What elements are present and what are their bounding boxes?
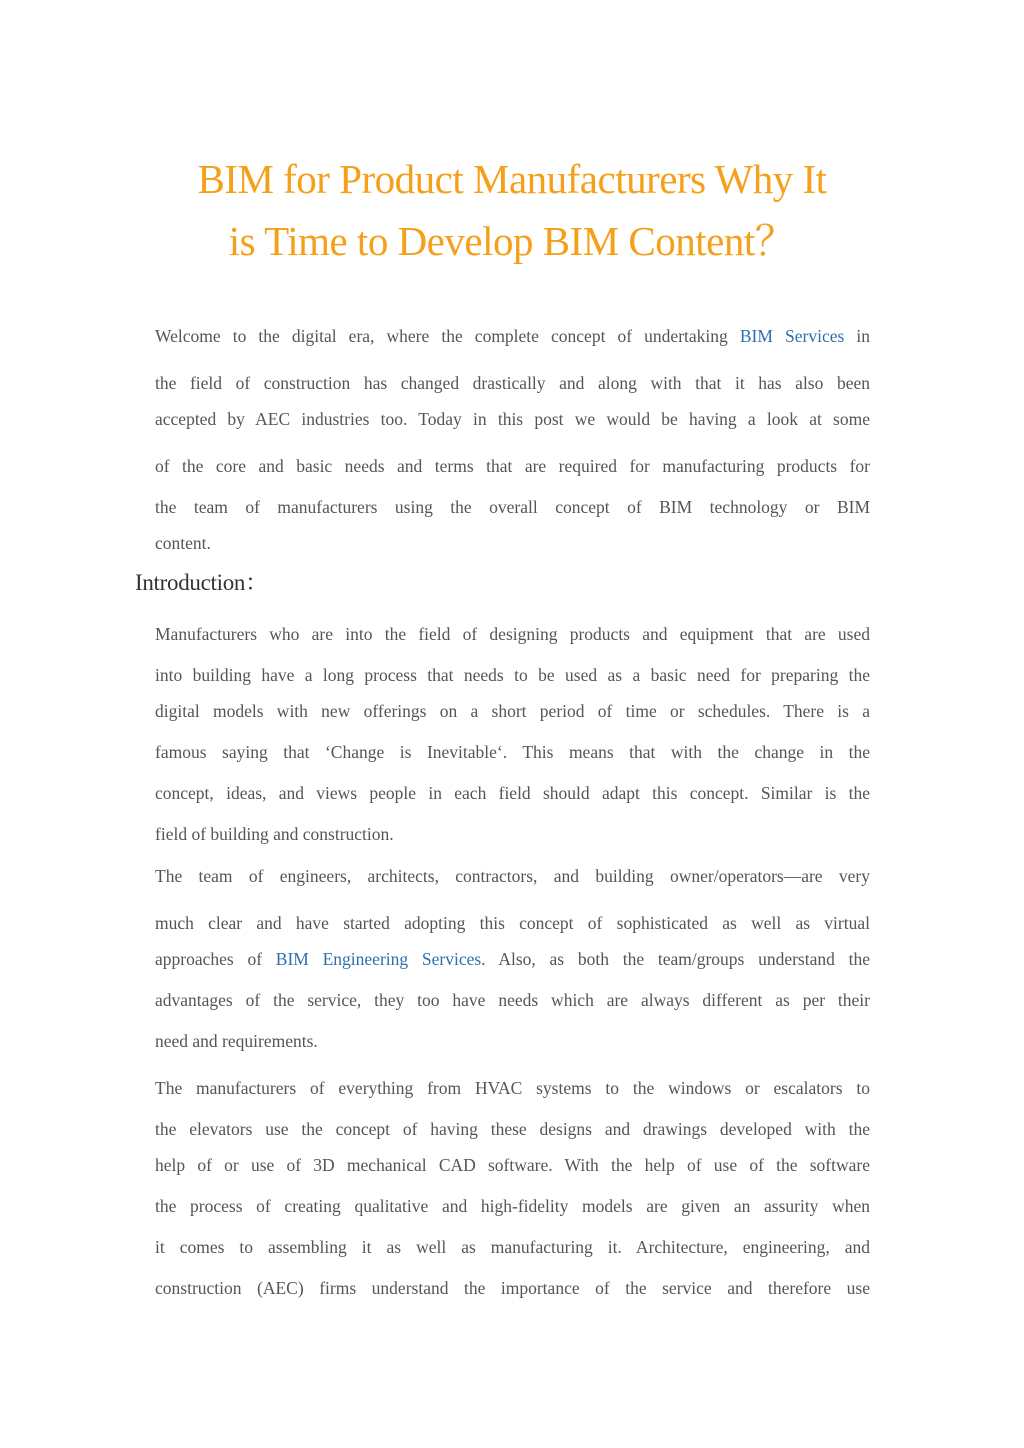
text-line: the process of creating qualitative and high-fidelity models are given an assurity when: [155, 1196, 870, 1216]
bim-services-link[interactable]: BIM Services: [739, 326, 845, 346]
text-line: famous saying that ‘Change is Inevitable‘. This means that with the change in the: [155, 742, 870, 762]
text-line: Welcome to the digital era, where the complete concept of undertaking BIM Services in: [155, 326, 870, 346]
text-line: construction (AEC) firms understand the importance of the service and therefore use: [155, 1278, 870, 1298]
text-line: accepted by AEC industries too. Today in this post we would be having a look at some: [155, 409, 870, 429]
text-line: The team of engineers, architects, contractors, and building owner/operators—are very: [155, 866, 870, 886]
text-line: help of or use of 3D mechanical CAD software. With the help of use of the software: [155, 1155, 870, 1175]
text-line: need and requirements.: [155, 1031, 318, 1051]
text-line: Manufacturers who are into the field of designing products and equipment that are used: [155, 624, 870, 644]
text-line: digital models with new offerings on a short period of time or schedules. There is a: [155, 701, 870, 721]
title-line-1: BIM for Product Manufacturers Why It: [197, 156, 827, 202]
text-line: the elevators use the concept of having these designs and drawings developed with the: [155, 1119, 870, 1139]
text-line: much clear and have started adopting this concept of sophisticated as well as virtual: [155, 913, 870, 933]
text-line: field of building and construction.: [155, 824, 394, 844]
section-heading-introduction: Introduction：: [135, 570, 268, 595]
text-line: the field of construction has changed drastically and along with that it has also been: [155, 373, 870, 393]
text-line: it comes to assembling it as well as manufacturing it. Architecture, engineering, and: [155, 1237, 870, 1257]
text-line: into building have a long process that needs to be used as a basic need for preparing the: [155, 665, 870, 685]
text-line: concept, ideas, and views people in each field should adapt this concept. Similar is the: [155, 783, 870, 803]
bim-engineering-services-link[interactable]: BIM Engineering Services: [275, 949, 482, 969]
page-title: [110, 148, 914, 272]
text-line: content.: [155, 533, 211, 553]
text-line: approaches of BIM Engineering Services. Also, as both the team/groups understand the: [155, 949, 870, 969]
title-line-2: is Time to Develop BIM Content？: [228, 218, 796, 264]
text-line: The manufacturers of everything from HVAC systems to the windows or escalators to: [155, 1078, 870, 1098]
text-line: the team of manufacturers using the overall concept of BIM technology or BIM: [155, 497, 870, 517]
text-line: of the core and basic needs and terms that are required for manufacturing products for: [155, 456, 870, 476]
text-line: advantages of the service, they too have needs which are always different as per their: [155, 990, 870, 1010]
